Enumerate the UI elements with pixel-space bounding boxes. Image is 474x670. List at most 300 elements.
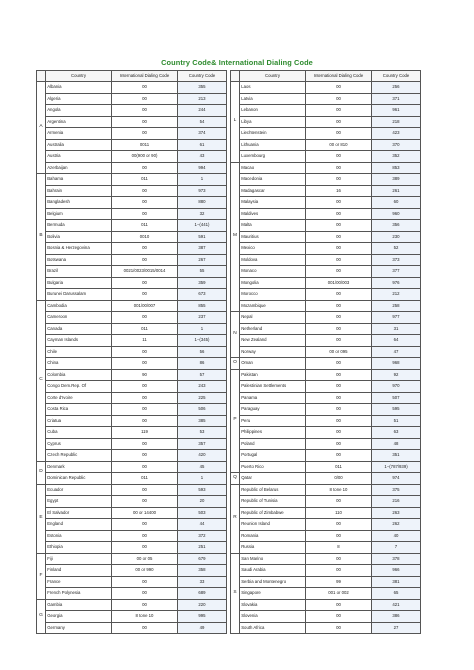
table-row [231, 220, 421, 232]
intl-dialing-code: 00 or 990 [112, 565, 178, 577]
intl-dialing-code: 00 [112, 208, 178, 220]
intl-dialing-code: 00 or 810 [306, 139, 372, 151]
table-row [231, 254, 421, 266]
country-name: France [46, 576, 112, 588]
intl-dialing-code: 00 [112, 576, 178, 588]
country-code: 977 [372, 312, 421, 324]
intl-dialing-code: 99 [306, 576, 372, 588]
intl-dialing-code: 11 [112, 335, 178, 347]
table-row [231, 381, 421, 393]
table-row [231, 162, 421, 174]
country-name: Ecuador [46, 484, 112, 496]
intl-dialing-code: 00 [306, 496, 372, 508]
table-row [37, 496, 227, 508]
table-row [231, 565, 421, 577]
country-name: Mauritius [240, 231, 306, 243]
table-row [231, 438, 421, 450]
intl-dialing-code: 00 [112, 599, 178, 611]
intl-dialing-code: 00 [306, 392, 372, 404]
table-row [37, 128, 227, 140]
group-letter: C [37, 300, 46, 461]
country-name: Serbia and Montenegro [240, 576, 306, 588]
table-row [231, 473, 421, 485]
country-code: 57 [178, 369, 227, 381]
country-name: Philippines [240, 427, 306, 439]
intl-dialing-code: 00 [112, 404, 178, 416]
intl-dialing-code: 00 [306, 530, 372, 542]
table-row [231, 622, 421, 634]
country-name: Ethiopia [46, 542, 112, 554]
intl-dialing-code: 00 [112, 277, 178, 289]
intl-dialing-code: 00 [112, 519, 178, 531]
intl-dialing-code: 00 [306, 289, 372, 301]
table-row [37, 174, 227, 186]
table-row [231, 323, 421, 335]
intl-dialing-code: 00 [306, 369, 372, 381]
table-row [37, 323, 227, 335]
country-code: 503 [178, 507, 227, 519]
intl-dialing-code: 00 [306, 254, 372, 266]
intl-dialing-code: 00 [306, 174, 372, 186]
table-row [37, 185, 227, 197]
intl-dialing-code: 00 [112, 484, 178, 496]
letter-group [37, 599, 227, 634]
letter-group [37, 174, 227, 301]
country-name: Austria [46, 151, 112, 163]
country-code: 48 [372, 438, 421, 450]
intl-dialing-code: 0/00 [306, 473, 372, 485]
intl-dialing-code: 00 [306, 335, 372, 347]
country-code: 49 [178, 622, 227, 634]
intl-dialing-code: 00 [306, 220, 372, 232]
country-name: Gambia [46, 599, 112, 611]
page-title: Country Code& International Dialing Code [161, 58, 313, 67]
country-code: 968 [372, 358, 421, 370]
country-name: Pakistan [240, 369, 306, 381]
country-code: 258 [372, 300, 421, 312]
table-row [231, 450, 421, 462]
country-code: 60 [372, 197, 421, 209]
intl-dialing-code: 011 [112, 473, 178, 485]
table-row [231, 335, 421, 347]
letter-group [231, 312, 421, 358]
country-name: Estonia [46, 530, 112, 542]
country-name: Romania [240, 530, 306, 542]
country-name: Finland [46, 565, 112, 577]
table-header [37, 71, 227, 82]
country-name: Mongolia [240, 277, 306, 289]
country-name: Saudi Arabia [240, 565, 306, 577]
country-name: Albania [46, 82, 112, 94]
intl-dialing-code: 8 tone 10 [306, 484, 372, 496]
table-row [37, 381, 227, 393]
table-row [231, 358, 421, 370]
country-name: Corte d'Ivoire [46, 392, 112, 404]
country-code: 237 [178, 312, 227, 324]
table-row [37, 588, 227, 600]
country-code: 31 [372, 323, 421, 335]
intl-dialing-code: 00 [306, 208, 372, 220]
table-row [37, 346, 227, 358]
country-code: 1 [178, 473, 227, 485]
table-row [231, 507, 421, 519]
intl-dialing-code: 00 [112, 289, 178, 301]
country-code: 56 [178, 346, 227, 358]
country-code: 373 [372, 254, 421, 266]
country-code: 974 [372, 473, 421, 485]
table-row [37, 530, 227, 542]
table-row [37, 151, 227, 163]
table-row [231, 346, 421, 358]
table-row [231, 82, 421, 94]
table-row [231, 484, 421, 496]
intl-dialing-code: 00 [112, 358, 178, 370]
country-name: Liechtenstein [240, 128, 306, 140]
intl-dialing-code: 00 [112, 346, 178, 358]
country-code: 679 [178, 553, 227, 565]
country-code: 61 [178, 139, 227, 151]
table-row [37, 576, 227, 588]
country-code-column-header: Country Code [178, 71, 227, 82]
country-code: 220 [178, 599, 227, 611]
intl-dialing-code: 00 [112, 82, 178, 94]
letter-column-header [37, 71, 46, 82]
country-name: New Zealand [240, 335, 306, 347]
country-code: 218 [372, 116, 421, 128]
table-row [37, 335, 227, 347]
country-column-header: Country [46, 71, 112, 82]
country-name: Brazil [46, 266, 112, 278]
table-row [231, 105, 421, 117]
table-row [231, 197, 421, 209]
intl-dialing-code: 001/00/007 [112, 300, 178, 312]
country-name: Costa Rica [46, 404, 112, 416]
country-code: 371 [372, 93, 421, 105]
letter-group [231, 162, 421, 312]
country-code: 244 [178, 105, 227, 117]
country-name: Norway [240, 346, 306, 358]
country-name: Bermuda [46, 220, 112, 232]
country-name: England [46, 519, 112, 531]
country-name: Republic of Zimbabwe [240, 507, 306, 519]
intl-dialing-code: 00 or 095 [306, 346, 372, 358]
table-row [37, 438, 227, 450]
country-name: Cambodia [46, 300, 112, 312]
table-row [231, 139, 421, 151]
country-name: Republic of Tunisia [240, 496, 306, 508]
letter-group [231, 484, 421, 553]
table-row [231, 599, 421, 611]
intl-dialing-code: 119 [112, 427, 178, 439]
intl-dialing-code: 0010 [112, 231, 178, 243]
country-name: Bangladesh [46, 197, 112, 209]
intl-dialing-code: 00 [306, 323, 372, 335]
intl-dialing-code: 00 [306, 611, 372, 623]
intl-dialing-code: 00 [306, 427, 372, 439]
intl-dialing-code: 0011 [112, 139, 178, 151]
intl-dialing-code: 00 [306, 404, 372, 416]
country-name: Singapore [240, 588, 306, 600]
country-name: Malta [240, 220, 306, 232]
country-code: 52 [372, 243, 421, 255]
country-code: 359 [178, 277, 227, 289]
intl-dialing-code: 110 [306, 507, 372, 519]
intl-dialing-code: 00 [112, 162, 178, 174]
table-row [37, 312, 227, 324]
table-row [37, 427, 227, 439]
country-name: San Marino [240, 553, 306, 565]
intl-dialing-code: 00 [112, 415, 178, 427]
country-name: Congo Dem.Rep. Of [46, 381, 112, 393]
country-name: Mozambique [240, 300, 306, 312]
country-code: 261 [372, 185, 421, 197]
letter-group [37, 82, 227, 174]
intl-dialing-code: 00 [306, 243, 372, 255]
country-name: Mexico [240, 243, 306, 255]
intl-dialing-code: 90 [112, 369, 178, 381]
table-row [231, 208, 421, 220]
country-name: Lebanon [240, 105, 306, 117]
intl-dialing-code: 00 [306, 438, 372, 450]
intl-dialing-code: 00 [306, 82, 372, 94]
table-row [37, 266, 227, 278]
intl-dialing-code: 00 [306, 231, 372, 243]
country-name: Macao [240, 162, 306, 174]
dialing-code-table-left [36, 70, 227, 634]
intl-dialing-code: 011 [306, 461, 372, 473]
country-code: 1−(345) [178, 335, 227, 347]
country-code: 673 [178, 289, 227, 301]
country-code: 386 [372, 611, 421, 623]
intl-dialing-code: 00 [306, 93, 372, 105]
country-code: 507 [372, 392, 421, 404]
group-letter: G [37, 599, 46, 634]
intl-dialing-code: 00 [306, 162, 372, 174]
country-code: 86 [178, 358, 227, 370]
country-code: 7 [372, 542, 421, 554]
country-code: 423 [372, 128, 421, 140]
country-code: 251 [178, 542, 227, 554]
country-code: 230 [372, 231, 421, 243]
country-code: 225 [178, 392, 227, 404]
table-row [37, 116, 227, 128]
group-letter: P [231, 369, 240, 473]
group-letter: L [231, 82, 240, 163]
group-letter: N [231, 312, 240, 358]
country-code: 595 [372, 404, 421, 416]
country-name: Monaco [240, 266, 306, 278]
country-name: Maldives [240, 208, 306, 220]
country-name: Madagascar [240, 185, 306, 197]
intl-dialing-code: 00 [306, 599, 372, 611]
country-code: 27 [372, 622, 421, 634]
country-code: 213 [178, 93, 227, 105]
letter-group [231, 82, 421, 163]
country-code: 961 [372, 105, 421, 117]
table-row [231, 243, 421, 255]
country-code: 33 [178, 576, 227, 588]
country-name: Paraguay [240, 404, 306, 416]
table-row [37, 542, 227, 554]
letter-group [231, 358, 421, 370]
country-code: 370 [372, 139, 421, 151]
group-letter: R [231, 484, 240, 553]
intl-dialing-code: 00 [306, 519, 372, 531]
letter-column-header [231, 71, 240, 82]
intl-dialing-code: 00 [306, 266, 372, 278]
country-code: 995 [178, 611, 227, 623]
country-code: 1−(787/939) [372, 461, 421, 473]
country-code: 689 [178, 588, 227, 600]
country-code: 216 [372, 496, 421, 508]
table-row [37, 139, 227, 151]
country-code: 65 [372, 588, 421, 600]
table-row [231, 266, 421, 278]
intl-dialing-code: 00 [112, 185, 178, 197]
intl-dialing-code: 011 [112, 220, 178, 232]
country-code: 45 [178, 461, 227, 473]
table-row [231, 128, 421, 140]
country-column-header: Country [240, 71, 306, 82]
table-row [231, 611, 421, 623]
intl-dialing-code: 001/00/003 [306, 277, 372, 289]
country-code: 385 [178, 415, 227, 427]
table-row [37, 507, 227, 519]
table-row [37, 358, 227, 370]
country-code: 1 [178, 323, 227, 335]
table-row [231, 300, 421, 312]
country-code: 375 [372, 484, 421, 496]
country-name: Slovakia [240, 599, 306, 611]
table-row [37, 220, 227, 232]
table-row [37, 519, 227, 531]
intl-dialing-code: 00 or 14400 [112, 507, 178, 519]
country-code: 53 [178, 427, 227, 439]
country-name: Laos [240, 82, 306, 94]
table-row [37, 622, 227, 634]
table-row [231, 116, 421, 128]
country-name: Canada [46, 323, 112, 335]
country-code: 372 [178, 530, 227, 542]
group-letter: Q [231, 473, 240, 485]
country-name: Colombia [46, 369, 112, 381]
country-code: 973 [178, 185, 227, 197]
country-code: 51 [372, 415, 421, 427]
country-code: 358 [178, 565, 227, 577]
intl-dialing-code: 00 [306, 128, 372, 140]
country-name: Bahrain [46, 185, 112, 197]
group-letter: D [37, 461, 46, 484]
country-name: Burunei Darussalam [46, 289, 112, 301]
letter-group [37, 300, 227, 461]
country-name: Puerto Rico [240, 461, 306, 473]
country-code: 994 [178, 162, 227, 174]
table-row [37, 277, 227, 289]
letter-group [37, 553, 227, 599]
country-code: 44 [178, 519, 227, 531]
intl-dialing-code: 00 [112, 312, 178, 324]
table-row [231, 588, 421, 600]
intl-dialing-code: 00 [306, 415, 372, 427]
country-name: Bolivia [46, 231, 112, 243]
intl-dialing-code: 00 [112, 381, 178, 393]
country-name: Russia [240, 542, 306, 554]
country-code: 1−(441) [178, 220, 227, 232]
table-row [37, 450, 227, 462]
table-row [231, 93, 421, 105]
country-code: 976 [372, 277, 421, 289]
intl-dialing-code: 00 [306, 300, 372, 312]
country-code: 506 [178, 404, 227, 416]
country-code: 374 [178, 128, 227, 140]
intl-dialing-code: 00 [112, 450, 178, 462]
intl-dialing-code: 00 [112, 243, 178, 255]
table-row [231, 415, 421, 427]
country-code: 43 [178, 151, 227, 163]
table-row [37, 289, 227, 301]
intl-dialing-code: 011 [112, 174, 178, 186]
intl-dialing-code: 00 [112, 588, 178, 600]
country-name: Azerbaijan [46, 162, 112, 174]
country-name: Nepal [240, 312, 306, 324]
country-name: Cuba [46, 427, 112, 439]
intl-dialing-code: 00 [112, 93, 178, 105]
table-row [37, 82, 227, 94]
intl-dialing-code: 00 [306, 151, 372, 163]
country-name: Moldova [240, 254, 306, 266]
table-row [231, 312, 421, 324]
country-code: 32 [178, 208, 227, 220]
table-row [231, 151, 421, 163]
country-name: Cyprus [46, 438, 112, 450]
country-name: Egypt [46, 496, 112, 508]
country-name: Panama [240, 392, 306, 404]
intl-dialing-code: 00 [112, 542, 178, 554]
table-row [231, 530, 421, 542]
intl-dialing-code: 00 [112, 392, 178, 404]
letter-group [231, 553, 421, 634]
country-code: 381 [372, 576, 421, 588]
table-row [231, 277, 421, 289]
table-row [37, 599, 227, 611]
table-row [231, 461, 421, 473]
country-name: French Polynesia [46, 588, 112, 600]
intl-dialing-code: 00 [306, 197, 372, 209]
country-name: Portugal [240, 450, 306, 462]
intl-dialing-code: 16 [306, 185, 372, 197]
table-row [37, 243, 227, 255]
table-row [231, 231, 421, 243]
country-name: Cameroon [46, 312, 112, 324]
intl-dialing-code: 00 [112, 438, 178, 450]
group-letter: B [37, 174, 46, 301]
country-name: Cayman Islands [46, 335, 112, 347]
intl-code-column-header: International Dialing Code [112, 71, 178, 82]
country-code: 263 [372, 507, 421, 519]
country-name: Georgia [46, 611, 112, 623]
country-code: 55 [178, 266, 227, 278]
intl-dialing-code: 00 [112, 116, 178, 128]
intl-dialing-code: 00 [112, 254, 178, 266]
country-code: 970 [372, 381, 421, 393]
table-row [37, 105, 227, 117]
intl-code-column-header: International Dialing Code [306, 71, 372, 82]
country-code: 352 [372, 151, 421, 163]
country-name: Republic of Belarus [240, 484, 306, 496]
intl-dialing-code: 00 [306, 622, 372, 634]
country-code: 357 [178, 438, 227, 450]
intl-dialing-code: 00 or 05 [112, 553, 178, 565]
